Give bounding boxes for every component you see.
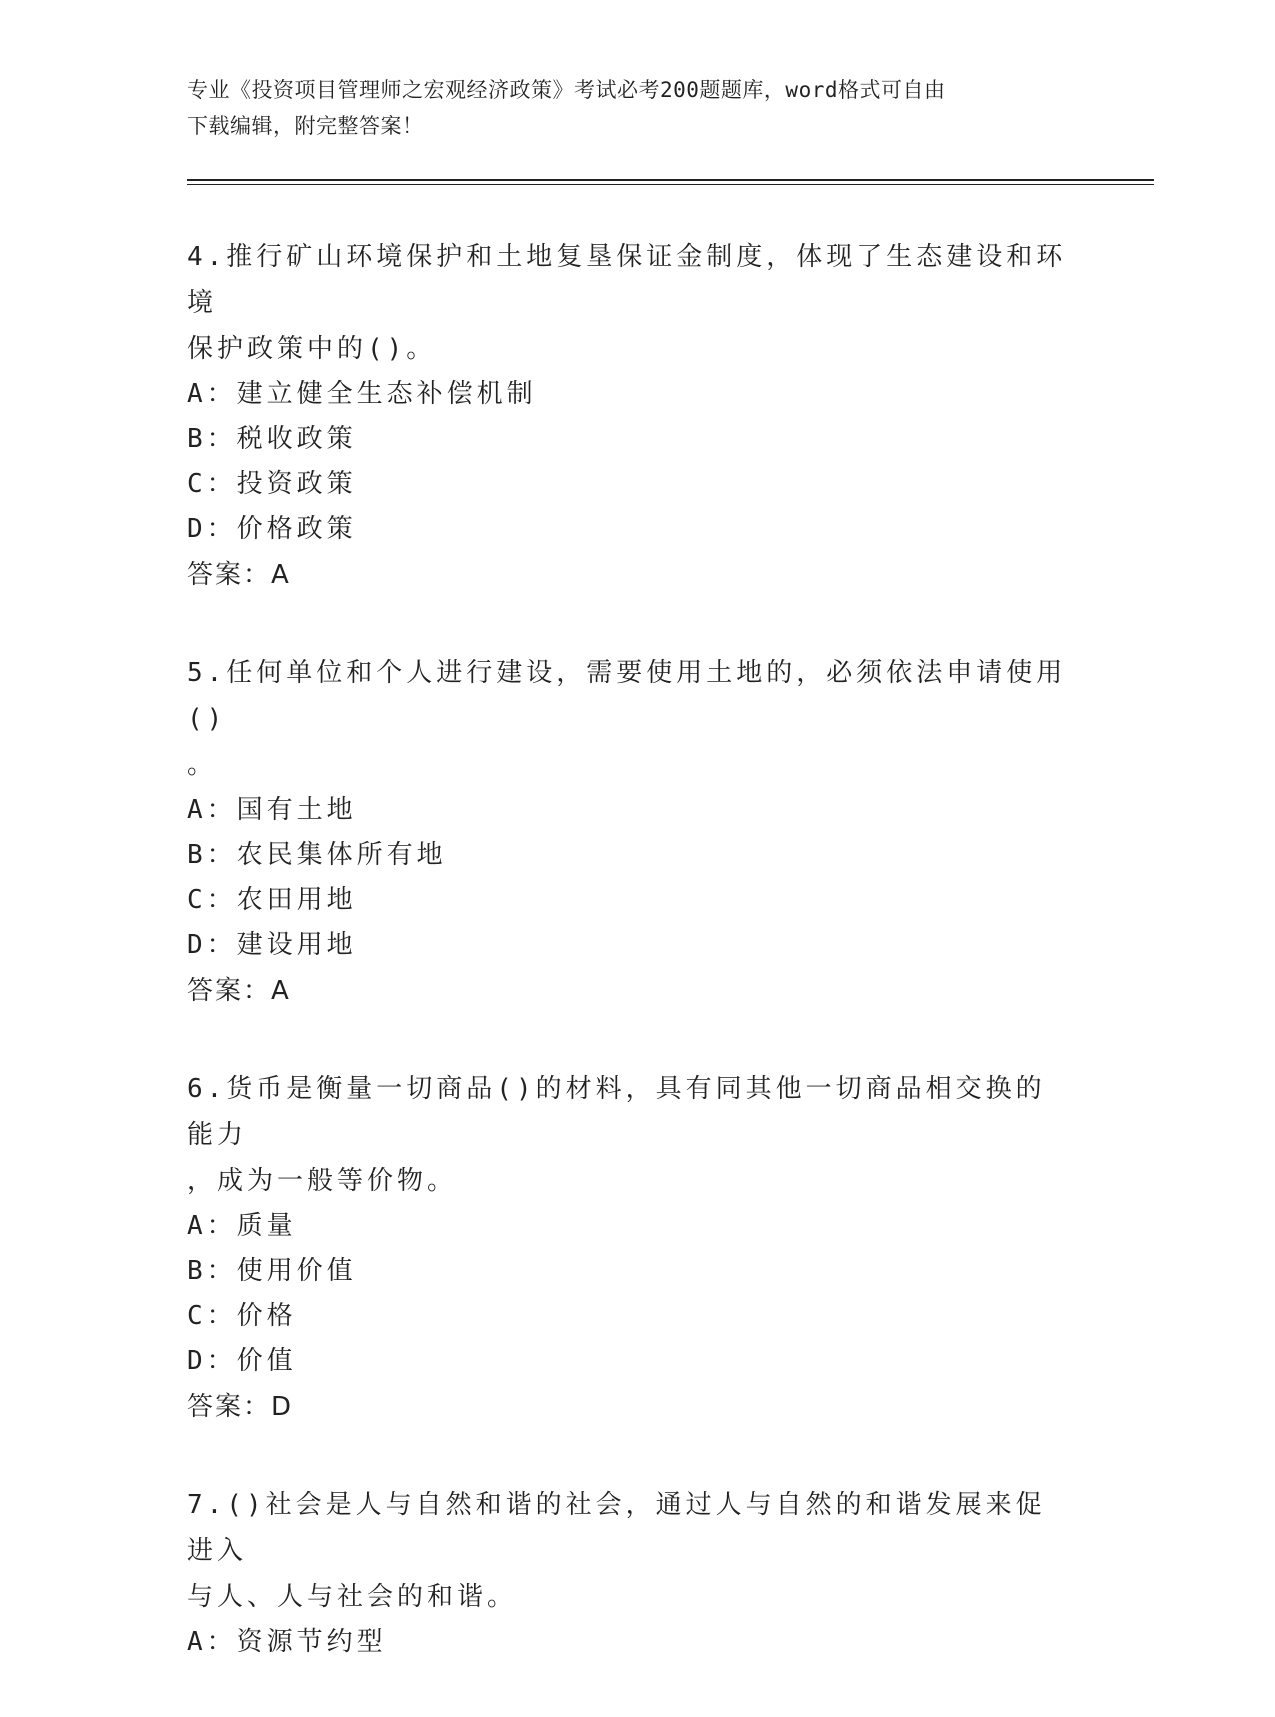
header-divider-thin <box>187 184 1154 185</box>
option-d: D：建设用地 <box>187 930 357 960</box>
header-line-1: 专业《投资项目管理师之宏观经济政策》考试必考200题题库，word格式可自由 <box>187 78 946 102</box>
option-a: A：质量 <box>187 1211 297 1241</box>
question-6 <box>187 1066 1067 1430</box>
option-d: D：价格政策 <box>187 514 357 544</box>
option-a: A：资源节约型 <box>187 1627 387 1657</box>
question-stem: 7.()社会是人与自然和谐的社会，通过人与自然的和谐发展来促进入 <box>187 1490 1046 1566</box>
option-c: C：价格 <box>187 1301 297 1331</box>
answer: 答案：A <box>187 976 291 1006</box>
question-list <box>187 234 1067 1717</box>
question-stem: 4.推行矿山环境保护和土地复垦保证金制度，体现了生态建设和环境 <box>187 242 1067 318</box>
question-5 <box>187 650 1067 1014</box>
option-b: B：税收政策 <box>187 424 357 454</box>
option-b: B：使用价值 <box>187 1256 357 1286</box>
question-4 <box>187 234 1067 598</box>
option-d: D：价值 <box>187 1346 297 1376</box>
option-c: C：投资政策 <box>187 469 357 499</box>
question-stem: 5.任何单位和个人进行建设，需要使用土地的，必须依法申请使用() <box>187 658 1067 734</box>
header-divider-thick <box>187 179 1154 181</box>
option-c: C：农田用地 <box>187 885 357 915</box>
option-a: A：建立健全生态补偿机制 <box>187 379 537 409</box>
question-stem-cont: 。 <box>187 750 218 780</box>
answer: 答案：D <box>187 1392 294 1422</box>
question-stem-cont: 与人、人与社会的和谐。 <box>187 1582 518 1612</box>
question-stem-cont: ，成为一般等价物。 <box>187 1166 458 1196</box>
question-stem: 6.货币是衡量一切商品()的材料，具有同其他一切商品相交换的能力 <box>187 1074 1046 1150</box>
option-b: B：农民集体所有地 <box>187 840 447 870</box>
document-header <box>187 72 1067 144</box>
header-line-2: 下载编辑，附完整答案！ <box>187 114 424 138</box>
question-7 <box>187 1482 1067 1665</box>
question-stem-cont: 保护政策中的()。 <box>187 334 437 364</box>
option-a: A：国有土地 <box>187 795 357 825</box>
answer: 答案：A <box>187 560 291 590</box>
